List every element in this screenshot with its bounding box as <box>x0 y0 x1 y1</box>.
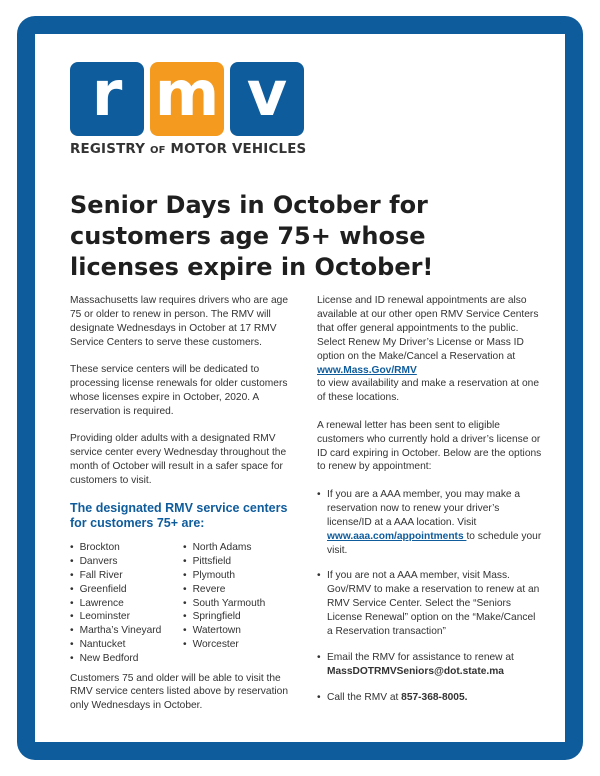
list-item <box>317 488 543 558</box>
rmv-seniors-email: MassDOTRMVSeniors@dot.state.ma <box>327 665 504 677</box>
aaa-appointments-link[interactable]: www.aaa.com/appointments <box>327 530 467 542</box>
list-item: • If you are not a AAA member, visit Mass. Gov/RMV to make a reservation to renew at an RMV Service Center. Select the “Seniors License Renewal” option on the “Make/Cancel a Reservation transaction” <box>317 569 543 639</box>
call-rmv-text: Call the RMV at <box>327 691 402 703</box>
rmv-logo <box>70 57 307 157</box>
aaa-schedule-text: to schedule your visit. <box>327 530 542 556</box>
list-item: • Pittsfield <box>183 555 296 569</box>
list-item: • New Bedford <box>70 652 183 666</box>
logo-tile-r: r <box>70 62 144 136</box>
service-center-list <box>70 541 296 665</box>
logo-tile-m: m <box>150 62 224 136</box>
rmv-phone-number: 857-368-8005. <box>401 691 468 703</box>
city-list-col1 <box>70 541 183 665</box>
list-item: • Plymouth <box>183 569 296 583</box>
list-item: • North Adams <box>183 541 296 555</box>
list-item: • Lawrence <box>70 597 183 611</box>
reservation-only-paragraph: Customers 75 and older will be able to visit the RMV service centers listed above by reservation only Wednesdays in October. <box>70 672 288 712</box>
logo-caption <box>70 142 306 157</box>
dedicated-centers-paragraph: These service centers will be dedicated to processing license renewals for older customers whose licenses expire in October, 2020. A reservation is required. <box>70 364 288 417</box>
logo-caption-registry: REGISTRY <box>70 142 150 157</box>
right-column <box>317 294 543 717</box>
list-item <box>317 651 543 679</box>
list-item: • Brockton <box>70 541 183 555</box>
list-item: • Nantucket <box>70 638 183 652</box>
renewal-letter-paragraph: A renewal letter has been sent to eligible customers who currently hold a driver’s license or ID card expiring in October. Below are the options to renew by appointment: <box>317 419 542 473</box>
logo-caption-of: OF <box>149 145 166 156</box>
list-item: • Greenfield <box>70 583 183 597</box>
renewal-options-list <box>317 488 543 705</box>
list-item: • Fall River <box>70 569 183 583</box>
list-item: • Martha’s Vineyard <box>70 624 183 638</box>
list-item: • Springfield <box>183 610 296 624</box>
logo-tiles <box>70 57 306 136</box>
headline: Senior Days in October for customers age 75+ whose licenses expire in October! <box>70 191 434 281</box>
list-item: • Leominster <box>70 610 183 624</box>
list-item: • Worcester <box>183 638 296 652</box>
view-availability-text: to view availability and make a reservation at one of these locations. <box>317 378 539 404</box>
service-centers-subhead: The designated RMV service centers for customers 75+ are: <box>70 501 288 531</box>
other-centers-text: License and ID renewal appointments are also available at our other open RMV Service Centers that offer general appointments to the public. Select Renew My Driver’s License or Mass ID option on the Make/Cancel a Reservation at <box>317 295 539 362</box>
list-item: • Danvers <box>70 555 183 569</box>
logo-tile-v: v <box>230 62 304 136</box>
aaa-member-text: If you are a AAA member, you may make a reservation now to renew your driver’s license/ID at a AAA location. Visit <box>327 488 521 528</box>
mass-gov-rmv-link[interactable]: www.Mass.Gov/RMV <box>317 364 417 376</box>
city-list-col2 <box>183 541 296 665</box>
other-centers-paragraph <box>317 294 543 405</box>
intro-paragraph: Massachusetts law requires drivers who are age 75 or older to renew in person. The RMV will designate Wednesdays in October at 17 RMV Service Centers to serve these customers. <box>70 295 288 348</box>
left-column <box>70 294 296 727</box>
list-item: • Revere <box>183 583 296 597</box>
list-item <box>317 691 543 705</box>
logo-caption-motor-vehicles: MOTOR VEHICLES <box>165 142 307 157</box>
safer-space-paragraph: Providing older adults with a designated RMV service center every Wednesday throughout the month of October will result in a safer space for customers to visit. <box>70 433 287 486</box>
email-rmv-text: Email the RMV for assistance to renew at <box>327 651 514 663</box>
list-item: • South Yarmouth <box>183 597 296 611</box>
list-item: • Watertown <box>183 624 296 638</box>
